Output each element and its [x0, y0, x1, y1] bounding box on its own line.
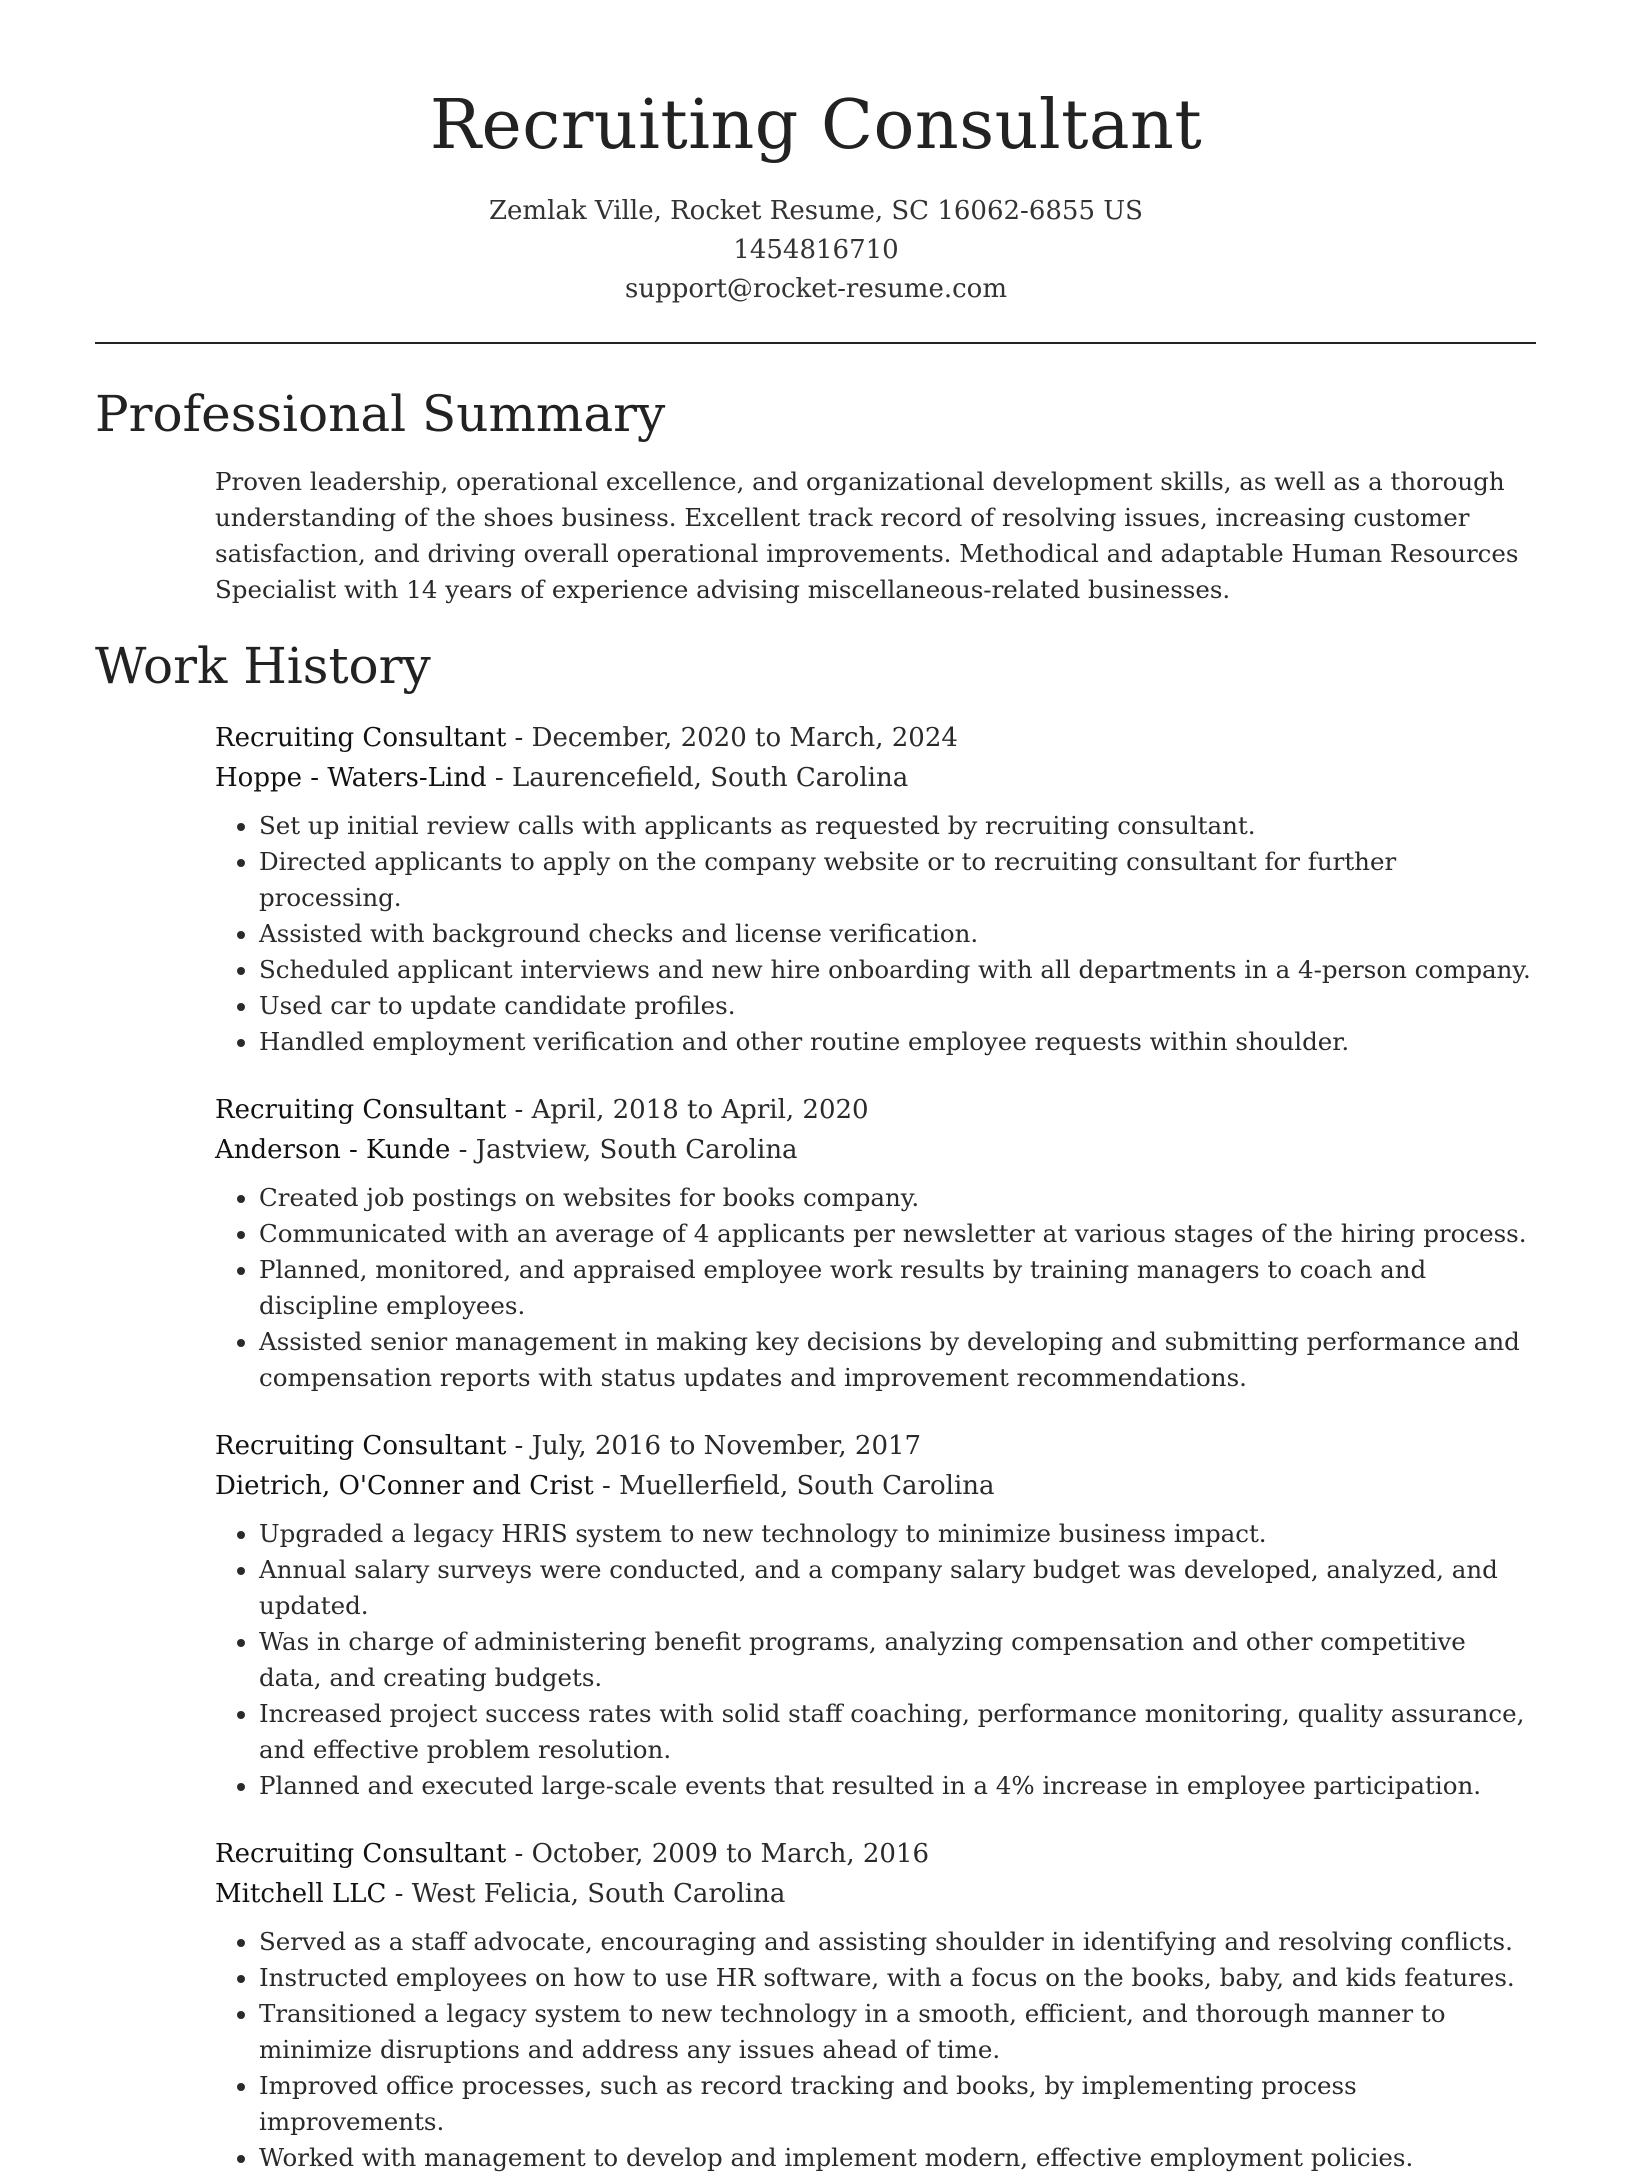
summary-text: Proven leadership, operational excellence, and organizational development skills, as well as a thorough understanding of the shoes business. Excellent track record of resolving issues, increasing customer satisfaction, and driving overall operational improvements. Methodical and adaptable Human Resources Specialist with 14 years of experience advising miscellaneous-related businesses.: [215, 467, 1519, 604]
job-title-line: [215, 1090, 1536, 1130]
job-company-line: [215, 1130, 1536, 1170]
job-bullet: • Improved office processes, such as record tracking and books, by implementing process improvements.: [259, 2068, 1536, 2140]
job-location: - Laurencefield, South Carolina: [486, 763, 909, 793]
job-bullet: • Served as a staff advocate, encouraging and assisting shoulder in identifying and resolving conflicts.: [259, 1924, 1536, 1960]
job-bullet: • Assisted with background checks and license verification.: [259, 916, 1536, 952]
job-bullet: • Planned, monitored, and appraised employee work results by training managers to coach and discipline employees.: [259, 1252, 1536, 1324]
job-title-line: [215, 718, 1536, 758]
job-dates: - October, 2009 to March, 2016: [506, 1839, 930, 1869]
resume-header: [0, 0, 1632, 309]
job-bullet: • Created job postings on websites for books company.: [259, 1180, 1536, 1216]
job-bullet: • Instructed employees on how to use HR software, with a focus on the books, baby, and kids features.: [259, 1960, 1536, 1996]
job-role: Recruiting Consultant: [215, 1839, 507, 1869]
header-divider: [95, 342, 1536, 344]
job-bullet: • Scheduled applicant interviews and new hire onboarding with all departments in a 4-person company.: [259, 952, 1536, 988]
job-entry: [215, 718, 1536, 1060]
job-dates: - December, 2020 to March, 2024: [506, 723, 958, 753]
job-bullet: • Worked with management to develop and implement modern, effective employment policies.: [259, 2140, 1536, 2176]
contact-email: support@rocket-resume.com: [624, 274, 1007, 304]
job-bullet: • Handled employment verification and other routine employee requests within shoulder.: [259, 1024, 1536, 1060]
job-bullets: [215, 808, 1536, 1060]
job-company: Mitchell LLC: [215, 1879, 387, 1909]
job-bullets: [215, 1516, 1536, 1804]
job-bullet: • Used car to update candidate profiles.: [259, 988, 1536, 1024]
job-title-line: [215, 1426, 1536, 1466]
job-bullet: • Upgraded a legacy HRIS system to new technology to minimize business impact.: [259, 1516, 1536, 1552]
job-bullet: • Was in charge of administering benefit programs, analyzing compensation and other competitive data, and creating budgets.: [259, 1624, 1536, 1696]
summary-heading: Professional Summary: [95, 385, 666, 443]
job-bullet: • Set up initial review calls with applicants as requested by recruiting consultant.: [259, 808, 1536, 844]
contact-block: [0, 192, 1632, 309]
job-dates: - April, 2018 to April, 2020: [506, 1095, 869, 1125]
job-company: Hoppe - Waters-Lind: [215, 763, 487, 793]
job-entry: [215, 1426, 1536, 1804]
job-role: Recruiting Consultant: [215, 1431, 507, 1461]
job-bullets: [215, 1924, 1536, 2176]
job-company-line: [215, 758, 1536, 798]
job-entry: [215, 1090, 1536, 1396]
job-bullets: [215, 1180, 1536, 1396]
job-bullet: • Annual salary surveys were conducted, and a company salary budget was developed, analyzed, and updated.: [259, 1552, 1536, 1624]
job-role: Recruiting Consultant: [215, 723, 507, 753]
job-company-line: [215, 1466, 1536, 1506]
contact-address: Zemlak Ville, Rocket Resume, SC 16062-6855 US: [488, 196, 1143, 226]
candidate-name: Recruiting Consultant: [429, 86, 1203, 165]
work-history-heading: Work History: [95, 637, 431, 695]
job-company-line: [215, 1874, 1536, 1914]
job-entry: [215, 1834, 1536, 2176]
job-bullet: • Assisted senior management in making key decisions by developing and submitting performance and compensation reports with status updates and improvement recommendations.: [259, 1324, 1536, 1396]
job-bullet: • Transitioned a legacy system to new technology in a smooth, efficient, and thorough manner to minimize disruptions and address any issues ahead of time.: [259, 1996, 1536, 2068]
job-company: Anderson - Kunde: [215, 1135, 451, 1165]
job-location: - Muellerfield, South Carolina: [593, 1471, 995, 1501]
job-bullet: • Planned and executed large-scale events that resulted in a 4% increase in employee participation.: [259, 1768, 1536, 1804]
job-location: - Jastview, South Carolina: [450, 1135, 798, 1165]
job-bullet: • Communicated with an average of 4 applicants per newsletter at various stages of the hiring process.: [259, 1216, 1536, 1252]
job-title-line: [215, 1834, 1536, 1874]
contact-phone: 1454816710: [733, 235, 899, 265]
job-bullet: • Increased project success rates with solid staff coaching, performance monitoring, quality assurance, and effective problem resolution.: [259, 1696, 1536, 1768]
resume-content: [95, 378, 1536, 2176]
job-location: - West Felicia, South Carolina: [386, 1879, 786, 1909]
job-dates: - July, 2016 to November, 2017: [506, 1431, 922, 1461]
job-role: Recruiting Consultant: [215, 1095, 507, 1125]
job-company: Dietrich, O'Conner and Crist: [215, 1471, 594, 1501]
job-bullet: • Directed applicants to apply on the company website or to recruiting consultant for further processing.: [259, 844, 1536, 916]
